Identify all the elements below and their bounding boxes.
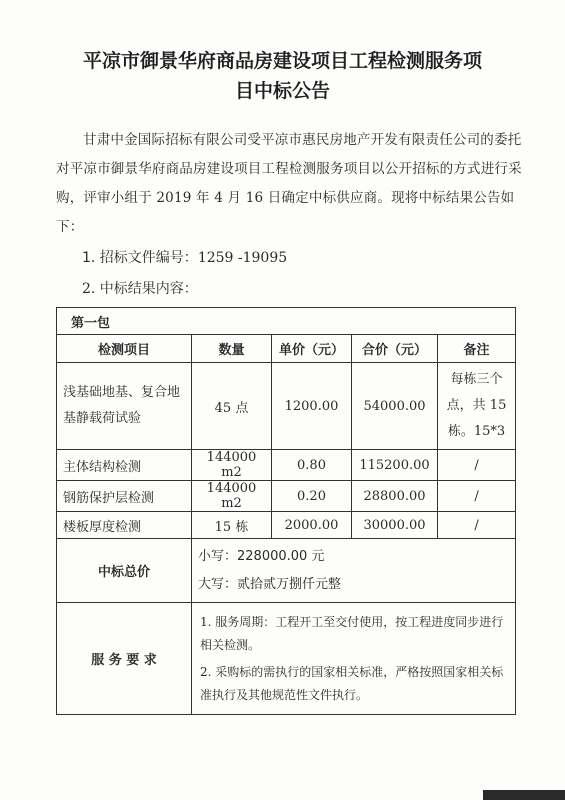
service-requirements	[192, 603, 516, 715]
row-unit: 0.20	[272, 481, 352, 512]
bid-price-small: 小写：228000.00 元	[198, 548, 325, 564]
edge-mark	[483, 790, 565, 800]
row-note: /	[438, 481, 516, 512]
table-row	[57, 450, 516, 481]
results-table	[56, 307, 516, 715]
title-line-2: 目中标公告	[234, 80, 330, 102]
row-unit: 1200.00	[272, 363, 352, 450]
page-title	[40, 46, 525, 106]
row-note: /	[438, 512, 516, 539]
row-total: 30000.00	[352, 512, 438, 539]
doc-number-label: 1. 招标文件编号：	[82, 250, 198, 266]
header-total-price: 合价（元）	[352, 335, 438, 363]
service-item: 1. 服务周期：工程开工至交付使用，按工程进度同步进行相关检测。	[200, 614, 504, 652]
row-qty: 144000 m2	[192, 450, 272, 481]
table-row	[57, 363, 516, 450]
header-unit-price: 单价（元）	[272, 335, 352, 363]
table-row	[57, 512, 516, 539]
row-item: 浅基础地基、复合地基静载荷试验	[57, 363, 192, 450]
package-label: 第一包	[57, 308, 516, 335]
service-row	[57, 603, 516, 715]
row-qty: 144000 m2	[192, 481, 272, 512]
row-item: 钢筋保护层检测	[57, 481, 192, 512]
doc-number-value: 1259 -19095	[197, 250, 288, 266]
bid-price-values	[192, 539, 516, 603]
header-qty: 数量	[192, 335, 272, 363]
bid-price-big: 大写：贰拾贰万捌仟元整	[198, 576, 342, 592]
result-label: 2. 中标结果内容：	[82, 281, 198, 297]
row-total: 54000.00	[352, 363, 438, 450]
service-label: 服 务 要 求	[57, 603, 192, 715]
row-unit: 0.80	[272, 450, 352, 481]
row-unit: 2000.00	[272, 512, 352, 539]
header-item: 检测项目	[57, 335, 192, 363]
bid-price-label: 中标总价	[57, 539, 192, 603]
row-note: 每栋三个点，共 15 栋。15*3	[438, 363, 516, 450]
intro-paragraph: 甘肃中金国际招标有限公司受平凉市惠民房地产开发有限责任公司的委托对平凉市御景华府商品房建设项目工程检测服务项目以公开招标的方式进行采购，评审小组于 2019 年 4 月 16 日确定中标供应商。现将中标结果公告如下：	[56, 132, 522, 235]
row-note: /	[438, 450, 516, 481]
row-item: 主体结构检测	[57, 450, 192, 481]
row-total: 28800.00	[352, 481, 438, 512]
doc-number-line	[82, 247, 287, 269]
row-item: 楼板厚度检测	[57, 512, 192, 539]
table-row	[57, 481, 516, 512]
header-note: 备注	[438, 335, 516, 363]
title-line-1: 平凉市御景华府商品房建设项目工程检测服务项	[82, 50, 482, 72]
row-total: 115200.00	[352, 450, 438, 481]
bid-price-row	[57, 539, 516, 603]
row-qty: 45 点	[192, 363, 272, 450]
table-header-row	[57, 335, 516, 363]
service-item: 2. 采购标的需执行的国家相关标准，严格按照国家相关标准执行及其他规范性文件执行。	[200, 664, 504, 702]
row-qty: 15 栋	[192, 512, 272, 539]
